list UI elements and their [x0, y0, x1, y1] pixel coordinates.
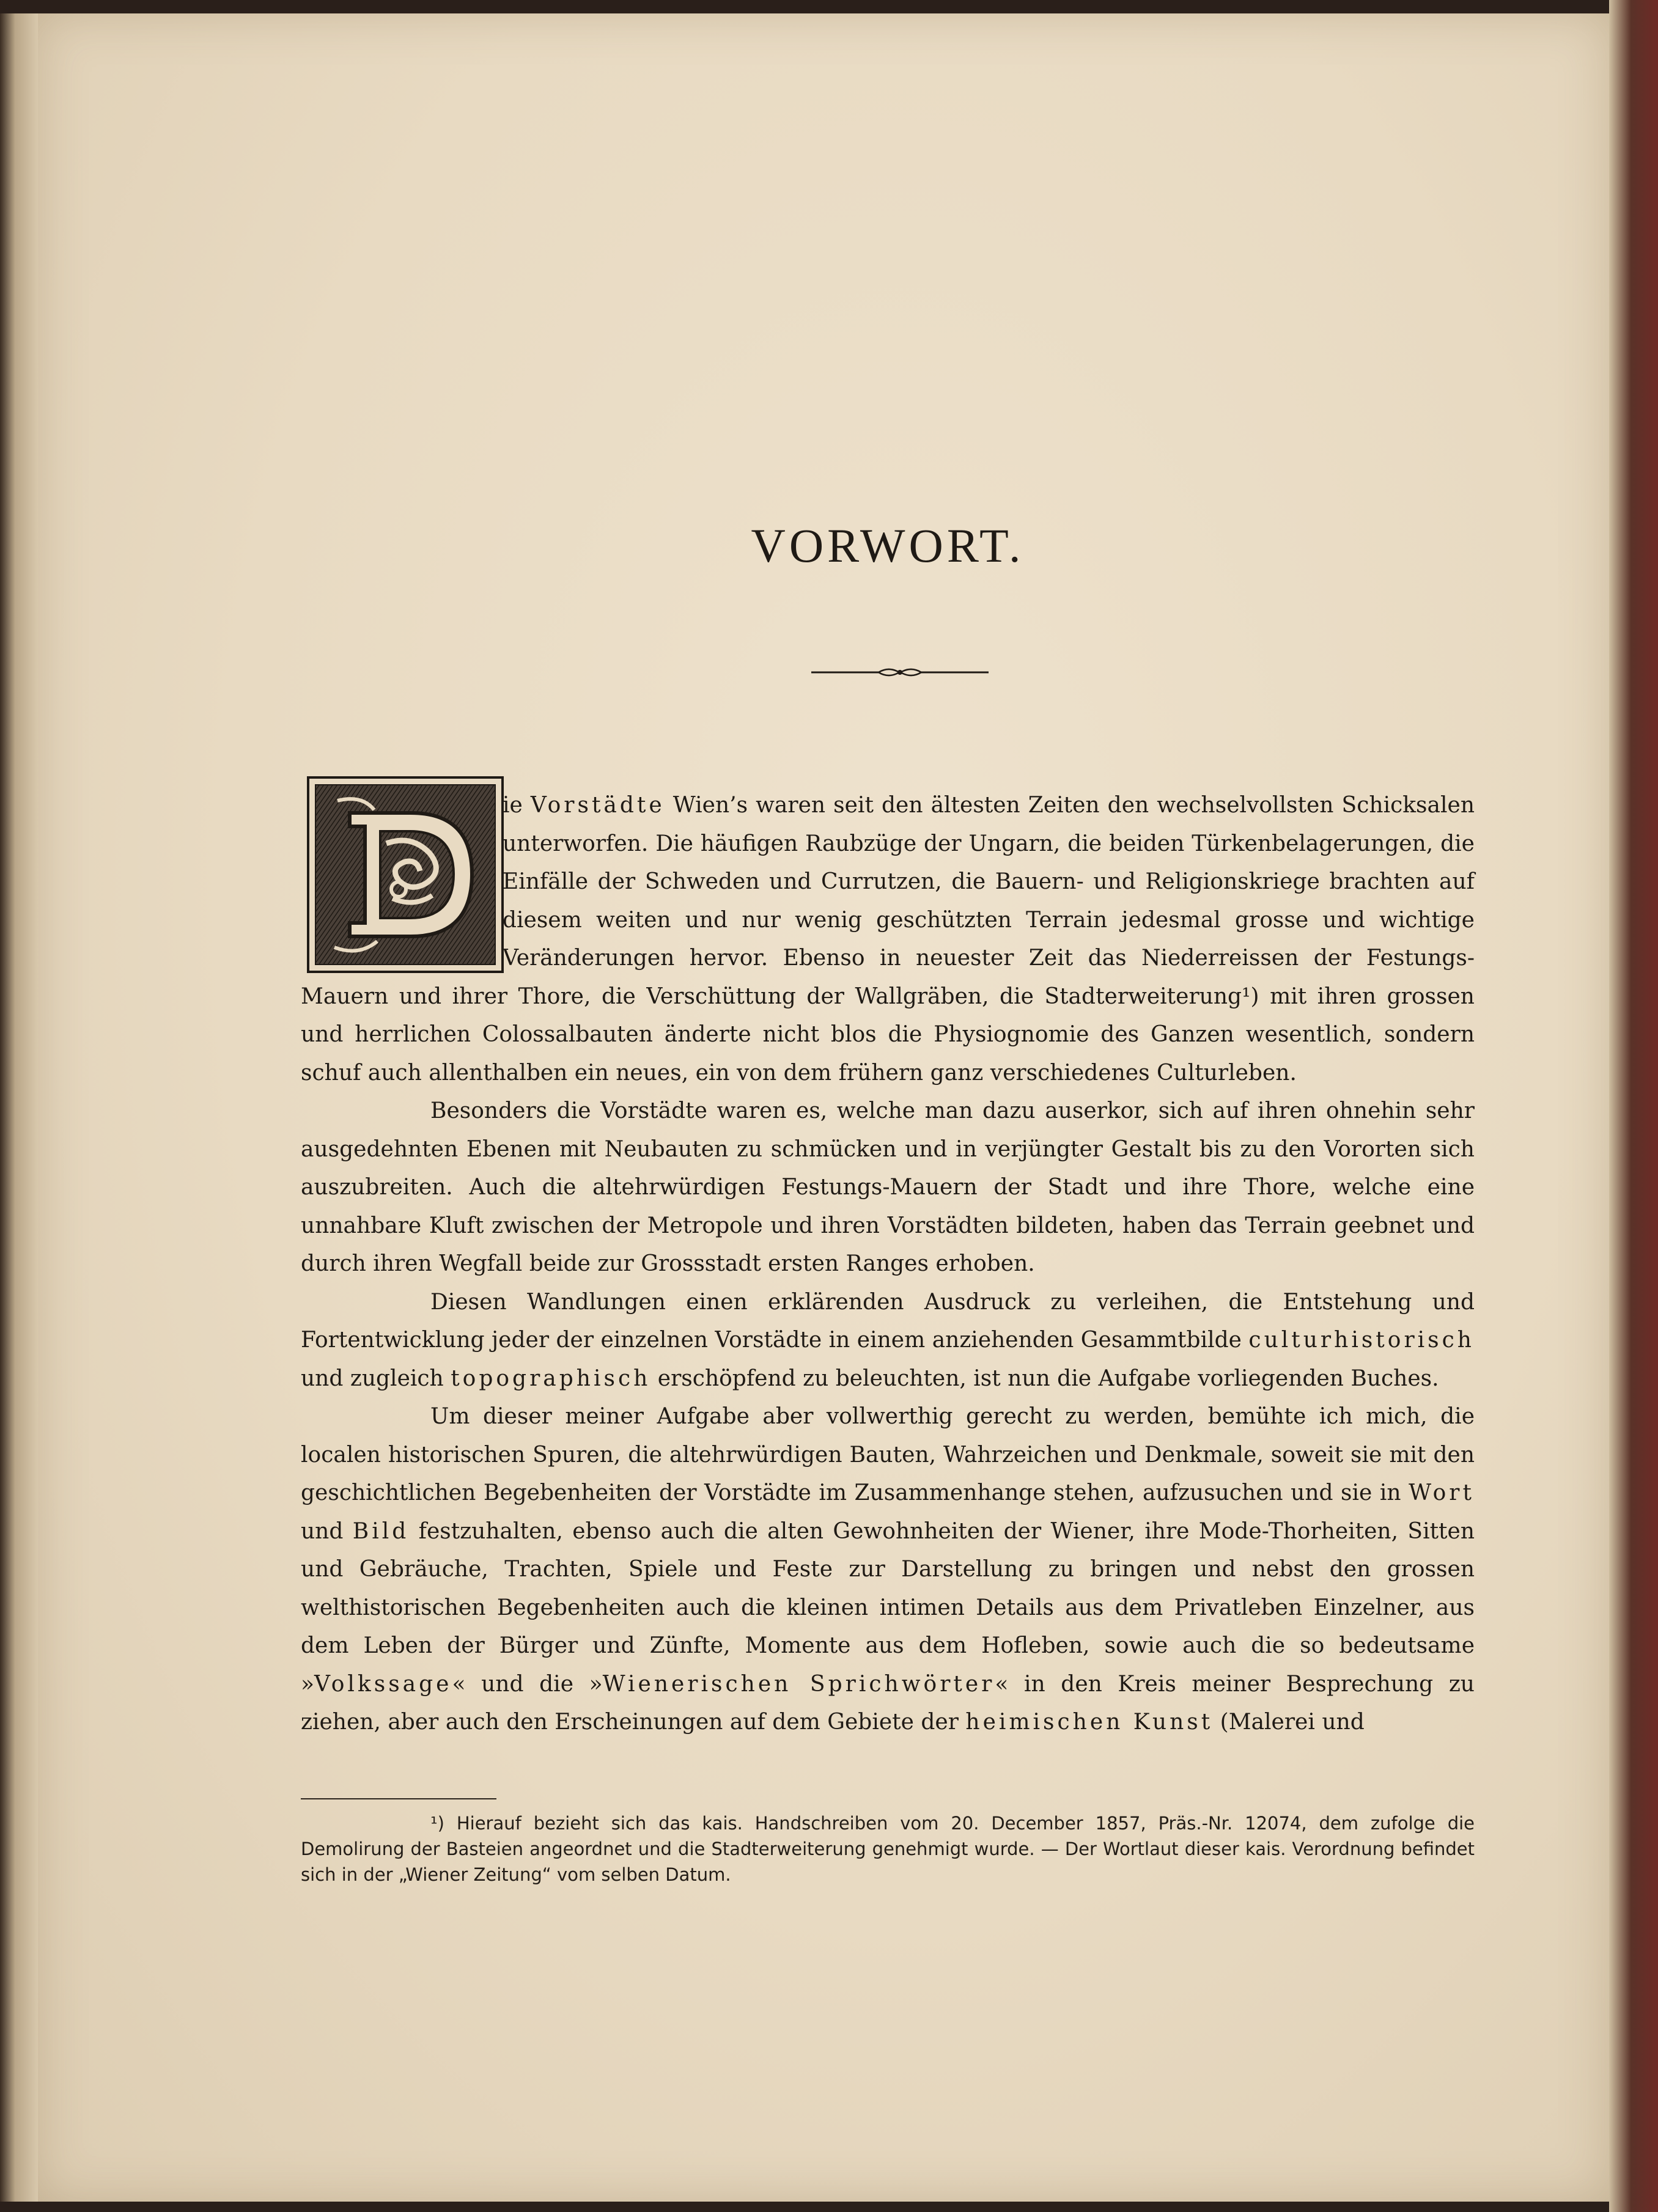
preface-body [301, 787, 1475, 1742]
text-run-spaced: Volkssage [314, 1671, 452, 1697]
text-run: « in den Kreis meiner Besprechung zu ziehen, aber auch den Erscheinungen auf dem Gebiete der [301, 1671, 1475, 1735]
footnote-rule [301, 1798, 496, 1799]
text-run: (Malerei und [1213, 1710, 1365, 1735]
text-run: Besonders die Vorstädte waren es, welche man dazu auserkor, sich auf ihren ohnehin sehr ausgedehnten Ebenen mit Neubauten zu schmücken und in verjüngter Gestalt bis zu den Vororten sich auszubreiten. Auch die altehrwürdigen Festungs-Mauern der Stadt und ihre Thore, welche eine unnahbare Kluft zwischen der Metropole und ihren Vorstädten bildeten, haben das Terrain geebnet und durch ihren Wegfall beide zur Grossstadt ersten Ranges erhoben. [301, 1098, 1475, 1276]
text-run-spaced: Vorstädte [530, 793, 665, 818]
paragraph-2 [301, 1092, 1475, 1284]
text-run-spaced: heimischen Kunst [965, 1710, 1214, 1735]
dropcap-space [301, 787, 503, 976]
text-run: und [301, 1518, 353, 1544]
text-run: festzuhalten, ebenso auch die alten Gewohnheiten der Wiener, ihre Mode-Thorheiten, Sitten und Gebräuche, Trachten, Spiele und Feste zur Darstellung zu bringen und nebst den grossen welthistorischen Begebenheiten auch die kleinen intimen Details aus dem Privatleben Einzelner, aus dem Leben der Bürger und Zünfte, Momente aus dem Hofleben, sowie auch die so bedeutsame » [301, 1518, 1475, 1697]
text-run-spaced: Bild [352, 1518, 410, 1544]
text-run: und zugleich [301, 1365, 451, 1391]
text-run: Wien’s waren seit den ältesten Zeiten den wechselvollsten Schicksalen unterworfen. Die häufigen Raubzüge der Ungarn, die beiden Türkenbelagerungen, die Einfälle der Schweden und Currutzen, die Bauern- und Religionskriege brachten auf diesem weiten und nur wenig geschützten Terrain jedesmal grosse und wichtige Veränderungen hervor. Ebenso in neuester Zeit das Niederreissen der Festungs-Mauern und ihrer Thore, die Verschüttung der Wallgräben, die Stadterweiterung [301, 793, 1475, 1009]
text-run-spaced: topographisch [451, 1365, 651, 1391]
footnote [301, 1810, 1475, 1887]
paragraph-4 [301, 1398, 1475, 1742]
paragraph-3 [301, 1284, 1475, 1398]
text-run: Um dieser meiner Aufgabe aber vollwerthig gerecht zu werden, bemühte ich mich, die localen historischen Spuren, die altehrwürdigen Bauten, Wahrzeichen und Denkmale, soweit sie mit den geschichtlichen Begebenheiten der Vorstädte im Zusammenhange stehen, aufzusuchen und sie in [301, 1404, 1475, 1505]
title-ornament-divider [811, 660, 989, 685]
text-run: « und die » [452, 1671, 603, 1697]
text-run: erschöpfend zu beleuchten, ist nun die Aufgabe vorliegenden Buches. [650, 1365, 1439, 1391]
text-run-spaced: Wienerischen Sprichwörter [602, 1671, 995, 1697]
book-cover-edge [1609, 0, 1658, 2212]
footnote-text: ¹) Hierauf bezieht sich das kais. Handschreiben vom 20. December 1857, Präs.-Nr. 12074, dem zufolge die Demolirung der Basteien angeordnet und die Stadterweiterung genehmigt wurde. — Der Wortlaut dieser kais. Verordnung befindet sich in der „Wiener Zeitung“ vom selben Datum. [301, 1813, 1475, 1885]
text-run-spaced: culturhistorisch [1248, 1328, 1475, 1353]
text-run: Diesen Wandlungen einen erklärenden Ausdruck zu verleihen, die Entstehung und Fortentwicklung jeder der einzelnen Vorstädte in einem anziehenden Gesammtbilde [301, 1289, 1475, 1353]
footnote-marker: ¹) [1242, 983, 1259, 1009]
page-sheet [38, 13, 1609, 2202]
text-run-spaced: Wort [1409, 1480, 1475, 1505]
page-title: VORWORT. [751, 519, 1025, 572]
book-gutter [0, 13, 38, 2202]
text-run: mit ihren grossen und herrlichen Colossalbauten änderte nicht blos die Physiognomie des Ganzen wesentlich, sondern schuf auch allenthalben ein neues, ein von dem frühern ganz verschiedenes Culturleben. [301, 983, 1475, 1086]
text-run: ie [503, 793, 531, 818]
